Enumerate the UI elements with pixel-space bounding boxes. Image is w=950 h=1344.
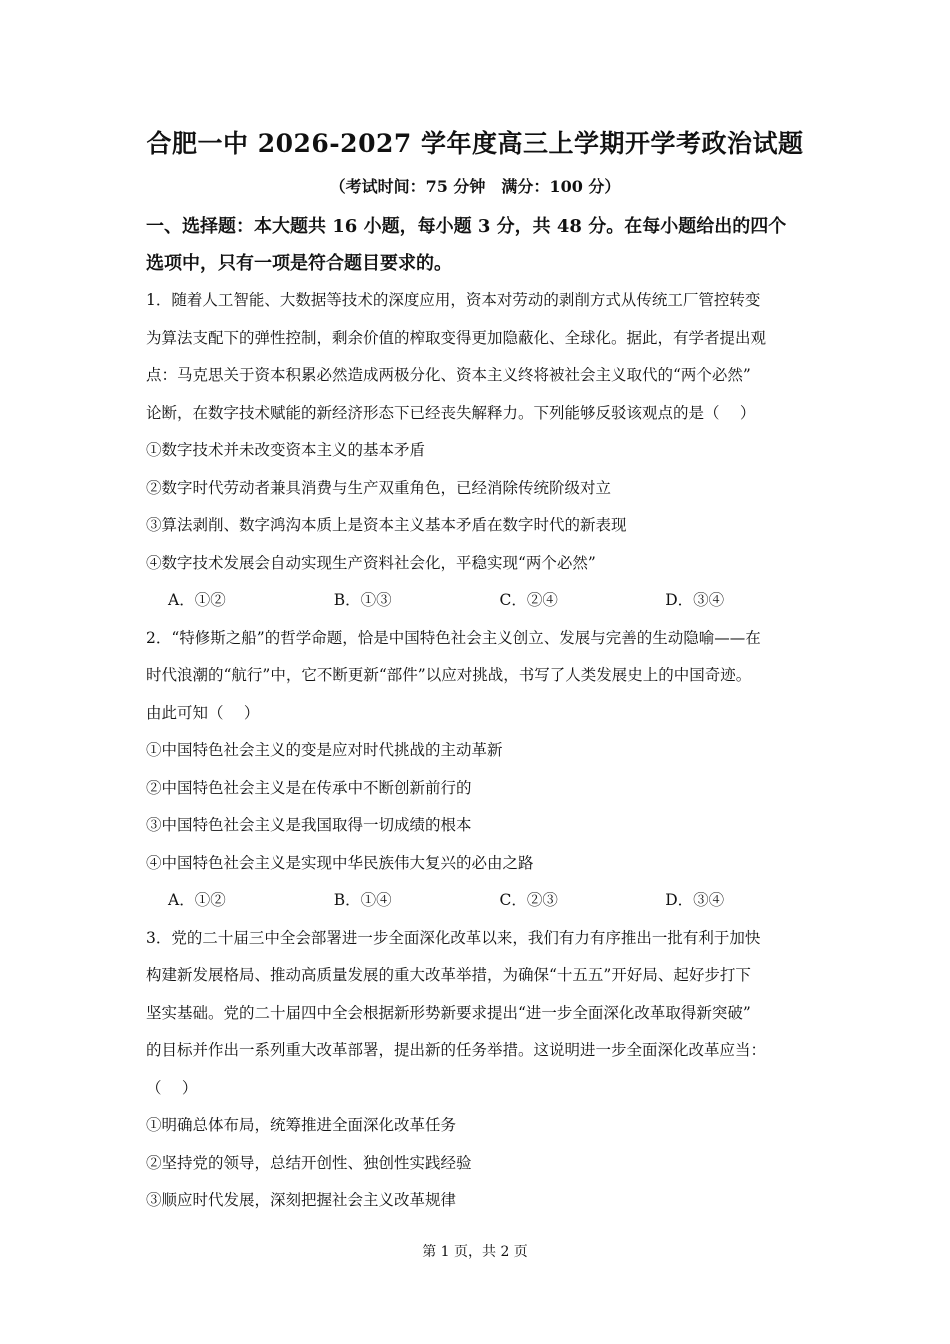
statement-item: ①明确总体布局，统筹推进全面深化改革任务: [146, 1116, 457, 1134]
question-stem-line: 论断，在数字技术赋能的新经济形态下已经丧失解释力。下列能够反驳该观点的是（ ）: [146, 403, 756, 422]
section-heading-line: 选项中，只有一项是符合题目要求的。: [146, 253, 452, 274]
statement-item: ②中国特色社会主义是在传承中不断创新前行的: [146, 778, 472, 797]
section-heading: [146, 208, 826, 282]
section-heading-line: 一、选择题：本大题共 16 小题，每小题 3 分，共 48 分。在每小题给出的四个: [146, 216, 787, 237]
statement-item: ①数字技术并未改变资本主义的基本矛盾: [146, 441, 426, 459]
question-stem-line: 为算法支配下的弹性控制，剩余价值的榨取变得更加隐蔽化、全球化。据此，有学者提出观: [146, 328, 767, 347]
statement-item: ④中国特色社会主义是实现中华民族伟大复兴的必由之路: [146, 853, 534, 872]
question-3: [146, 920, 831, 1220]
question-stem-line: 构建新发展格局、推动高质量发展的重大改革举措，为确保“十五五”开好局、起好步打下: [146, 966, 751, 984]
question-stem-line: 1．随着人工智能、大数据等技术的深度应用，资本对劳动的剥削方式从传统工厂管控转变: [146, 291, 761, 309]
option-b: B．①④: [333, 891, 392, 909]
statement-item: ②数字时代劳动者兼具消费与生产双重角色，已经消除传统阶级对立: [146, 478, 612, 497]
question-stem-line: 坚实基础。党的二十届四中全会根据新形势新要求提出“进一步全面深化改革取得新突破”: [146, 1003, 751, 1022]
statement-item: ①中国特色社会主义的变是应对时代挑战的主动革新: [146, 741, 503, 759]
option-b: B．①③: [333, 591, 392, 609]
option-a: A．①②: [168, 591, 226, 609]
page-footer: 第 1 页，共 2 页: [422, 1244, 528, 1260]
option-a: A．①②: [168, 891, 226, 909]
question-stem-line: （ ）: [146, 1078, 198, 1097]
statement-item: ③顺应时代发展，深刻把握社会主义改革规律: [146, 1191, 457, 1209]
statement-item: ④数字技术发展会自动实现生产资料社会化，平稳实现“两个必然”: [146, 553, 596, 572]
option-d: D．③④: [665, 891, 725, 909]
answer-options: [146, 582, 831, 620]
question-stem-line: 点：马克思关于资本积累必然造成两极分化、资本主义终将被社会主义取代的“两个必然”: [146, 366, 751, 384]
question-stem-line: 的目标并作出一系列重大改革部署，提出新的任务举措。这说明进一步全面深化改革应当：: [146, 1041, 767, 1059]
question-stem-line: 时代浪潮的“航行”中，它不断更新“部件”以应对挑战，书写了人类发展史上的中国奇迹。: [146, 666, 752, 684]
question-stem-line: 3．党的二十届三中全会部署进一步全面深化改革以来，我们有力有序推出一批有利于加快: [146, 928, 761, 947]
option-d: D．③④: [665, 591, 725, 609]
question-stem-line: 由此可知（ ）: [146, 703, 260, 722]
question-list: [146, 282, 831, 1220]
statement-item: ③中国特色社会主义是我国取得一切成绩的根本: [146, 816, 472, 834]
question-2: [146, 620, 831, 920]
exam-title: 合肥一中 2026-2027 学年度高三上学期开学考政治试题: [146, 129, 804, 158]
option-c: C．②④: [499, 591, 558, 609]
question-1: [146, 282, 831, 620]
statement-item: ③算法剥削、数字鸿沟本质上是资本主义基本矛盾在数字时代的新表现: [146, 516, 627, 534]
statement-item: ②坚持党的领导，总结开创性、独创性实践经验: [146, 1153, 472, 1172]
question-stem-line: 2．“特修斯之船”的哲学命题，恰是中国特色社会主义创立、发展与完善的生动隐喻——在: [146, 628, 761, 647]
exam-subtitle: （考试时间：75 分钟 满分：100 分）: [329, 177, 621, 196]
option-c: C．②③: [499, 891, 558, 909]
answer-options: [146, 882, 831, 920]
